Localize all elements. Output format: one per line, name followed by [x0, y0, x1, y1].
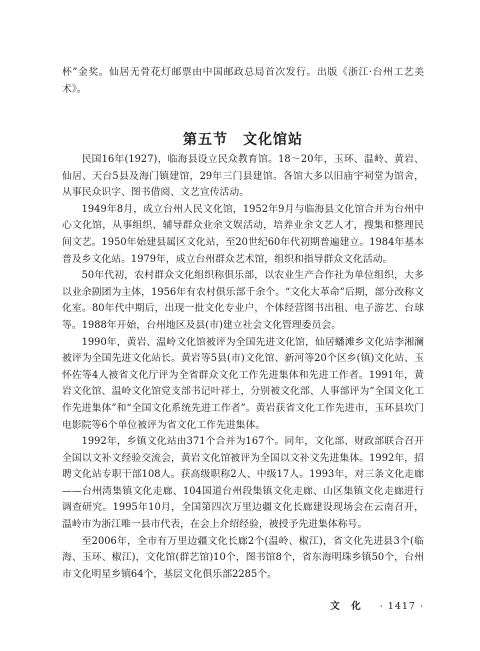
page-number: · 1417 · — [379, 601, 424, 612]
footer-chapter-label: 文 化 — [330, 601, 362, 612]
continuation-paragraph: 杯”金奖。仙居无骨花灯邮票由中国邮政总局首次发行。出版《浙江·台州工艺美术》。 — [62, 67, 424, 95]
page-footer — [330, 598, 424, 612]
paragraph-6: 至2006年，全市有万里边疆文化长廊2个(温岭、椒江)，省文化先进县3个(临海、玉环、椒江)，文化馆(群艺馆)10个，图书馆8个，省东海明珠乡镇50个，台州市文化明星乡镇64个，基层文化俱乐部2285个。 — [62, 535, 424, 580]
paragraph-2: 1949年8月，成立台州人民文化馆，1952年9月与临海县文化馆合并为台州中心文化馆，从事组织、辅导群众业余文娱活动，培养业余文艺人才，搜集和整理民间文艺。1950年始建县属区文化站，至20世纪60年代初期普遍建立。1984年基本普及乡文化站。1979年，成立台州群众艺术馆，组织和指导群众文化活动。 — [62, 203, 424, 265]
paragraph-5: 1992年，乡镇文化站由371个合并为167个。同年，文化部、财政部联合召开全国以文补文经验交流会，黄岩文化馆被评为全国以文补文先进集体。1992年，招聘文化站专职干部108人。获高级职称2人、中级17人。1993年，对三条文化走廊——台州湾集镇文化走廊、104国道台州段集镇文化走廊、山区集镇文化走廊进行调查研究。1995年10月，全国第四次万里边疆文化长廊建设现场会在云南召开，温岭市为浙江唯一县市代表，在会上介绍经验，被授予先进集体称号。 — [62, 436, 424, 531]
section-title: 第五节 文化馆站 — [183, 132, 303, 148]
paragraph-1: 民国16年(1927)，临海县设立民众教育馆。18～20年，玉环、温岭、黄岩、仙居、天台5县及海门镇建馆，29年三门县建馆。各馆大多以旧庙宇祠堂为馆舍，从事民众识字、图书借阅、文艺宣传活动。 — [62, 154, 424, 199]
paragraph-4: 1990年，黄岩、温岭文化馆被评为全国先进文化馆，仙居蟠滩乡文化站李湘澜被评为全国先进文化站长。黄岩等5县(市)文化馆、新河等20个区乡(镇)文化站、玉怀佐等4人被省文化厅评为全省群众文化工作先进集体和先进工作者。1991年，黄岩文化馆、温岭文化馆党支部书记叶祥土，分别被文化部、人事部评为“全国文化工作先进集体”和“全国文化系统先进工作者”。黄岩获省文化工作先进市，玉环县坎门电影院等6个单位被评为省文化工作先进集体。 — [62, 336, 424, 431]
section-body — [62, 152, 424, 583]
paragraph-3: 50年代初，农村群众文化组织称俱乐部，以农业生产合作社为单位组织，大多以业余剧团为主体，1956年有农村俱乐部千余个。“文化大革命”后期，部分改称文化室。80年代中期后，出现一批文化专业户，个体经营图书出租、电子游艺、台球等。1988年开始，台州地区及县(市)建立社会文化管理委员会。 — [62, 270, 424, 331]
